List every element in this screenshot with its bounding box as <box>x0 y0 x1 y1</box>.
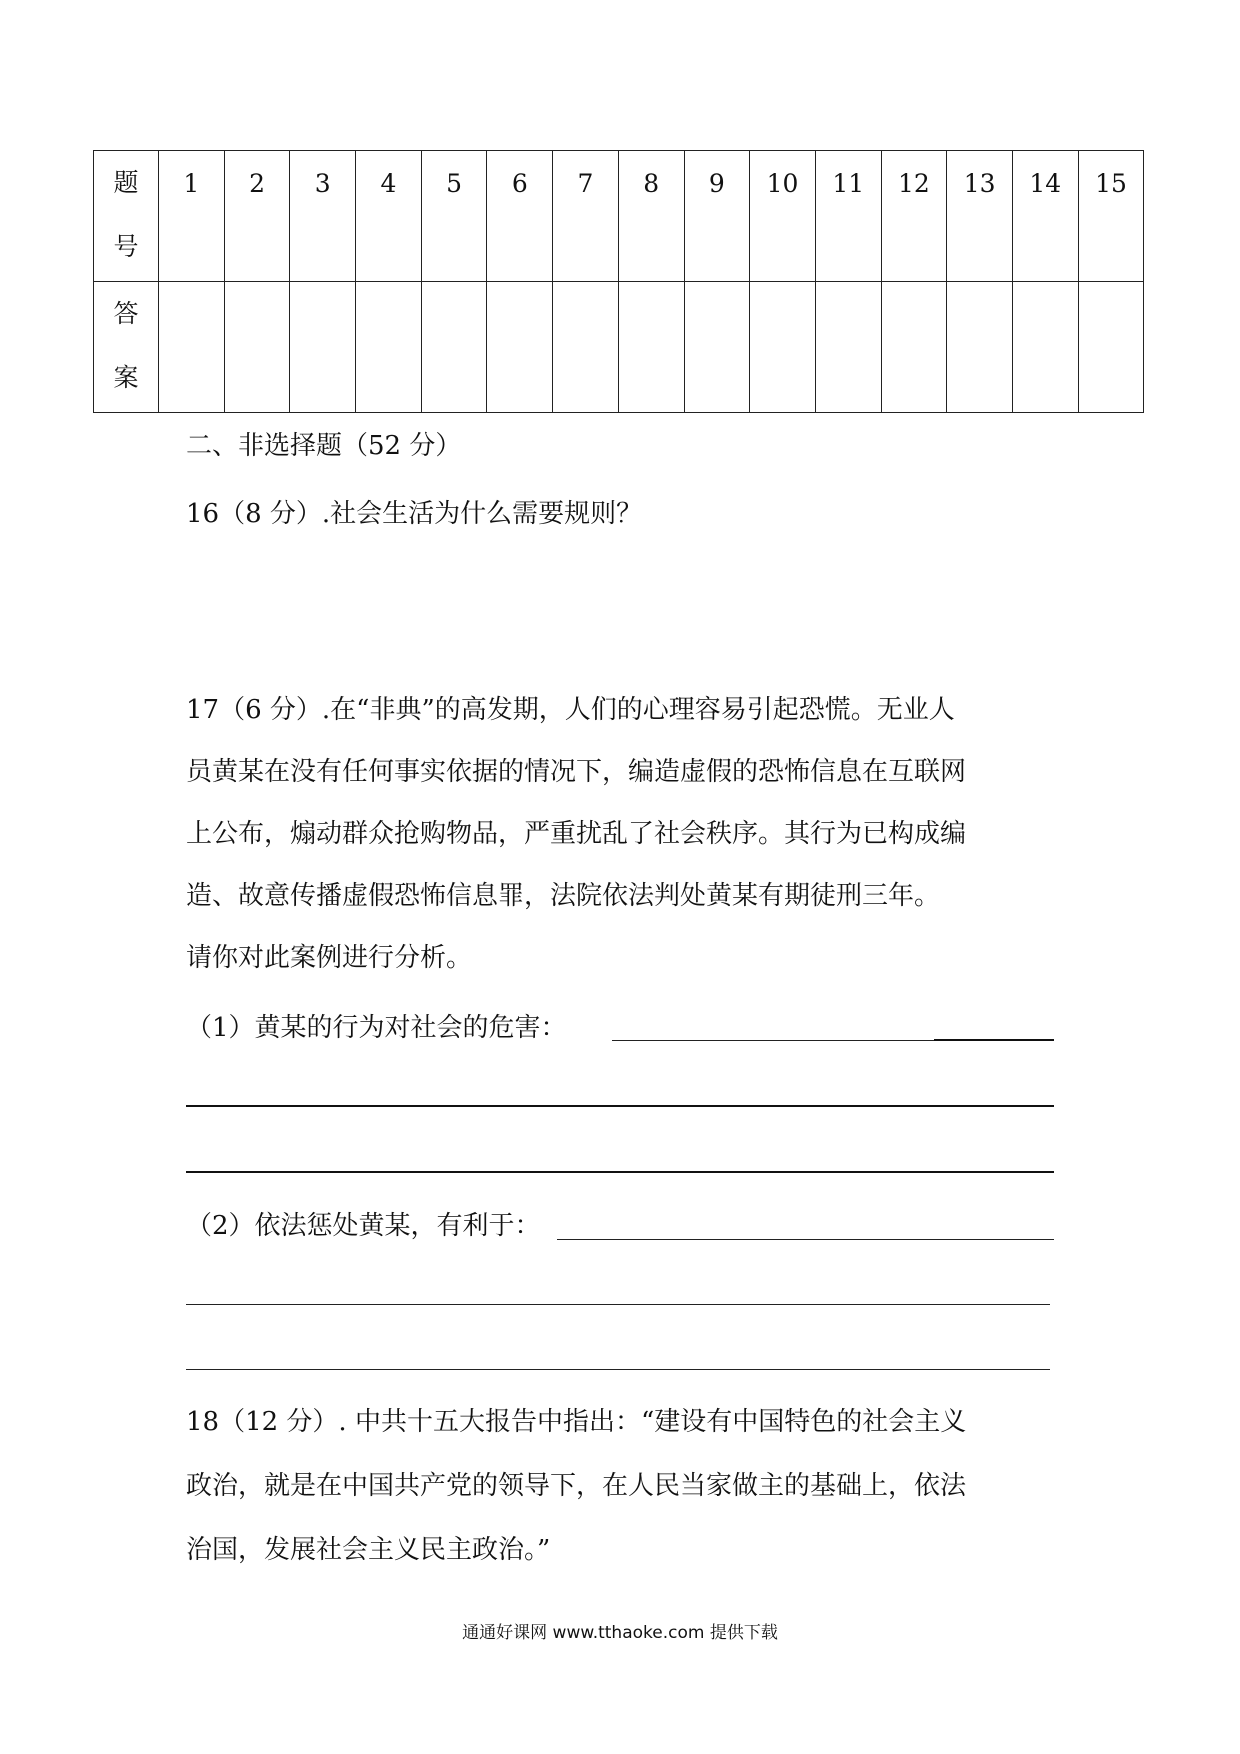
question-18-line: 18（12 分）. 中共十五大报告中指出：“建设有中国特色的社会主义 <box>186 1407 967 1437</box>
question-number: 14 <box>1029 169 1062 198</box>
question-18-line: 治国，发展社会主义民主政治。” <box>186 1535 551 1565</box>
answer-cell[interactable] <box>159 282 225 413</box>
question-number-cell <box>881 151 947 282</box>
row-header-char: 答 <box>113 299 139 328</box>
section-heading: 二、非选择题（52 分） <box>186 431 462 461</box>
answer-line[interactable] <box>186 1304 1050 1305</box>
answer-cell[interactable] <box>290 282 356 413</box>
row-header-char: 案 <box>113 363 139 392</box>
question-17-line: 请你对此案例进行分析。 <box>186 943 473 973</box>
answer-line[interactable] <box>186 1369 1050 1370</box>
question-number: 15 <box>1095 169 1127 198</box>
question-number: 13 <box>963 169 996 198</box>
row-header-question-number <box>94 151 159 282</box>
answer-cell[interactable] <box>881 282 947 413</box>
question-number: 9 <box>708 169 725 198</box>
question-number-cell <box>553 151 619 282</box>
question-number: 1 <box>183 169 200 198</box>
question-number: 4 <box>380 169 397 198</box>
question-number-cell <box>290 151 356 282</box>
question-number-cell <box>421 151 487 282</box>
question-17-line: 17（6 分）.在“非典”的高发期，人们的心理容易引起恐慌。无业人 <box>186 695 955 725</box>
question-17-line: 造、故意传播虚假恐怖信息罪，法院依法判处黄某有期徒刑三年。 <box>186 881 941 911</box>
question-number-cell <box>750 151 816 282</box>
question-number: 11 <box>832 169 865 198</box>
question-number-cell <box>947 151 1013 282</box>
answer-cell[interactable] <box>553 282 619 413</box>
answer-row <box>94 282 1144 413</box>
question-number-cell <box>684 151 750 282</box>
answer-cell[interactable] <box>750 282 816 413</box>
question-number: 2 <box>249 169 265 198</box>
answer-cell[interactable] <box>421 282 487 413</box>
answer-cell[interactable] <box>684 282 750 413</box>
question-16: 16（8 分）.社会生活为什么需要规则？ <box>186 499 643 529</box>
answer-line[interactable] <box>612 1040 934 1041</box>
question-number: 8 <box>643 169 660 198</box>
question-17-line: 员黄某在没有任何事实依据的情况下，编造虚假的恐怖信息在互联网 <box>186 757 967 787</box>
question-18-line: 政治，就是在中国共产党的领导下，在人民当家做主的基础上，依法 <box>186 1471 967 1501</box>
question-number-cell <box>356 151 422 282</box>
answer-grid <box>93 150 1144 413</box>
answer-cell[interactable] <box>1078 282 1144 413</box>
question-number: 7 <box>577 169 594 198</box>
answer-cell[interactable] <box>487 282 553 413</box>
question-17-line: 上公布，煽动群众抢购物品，严重扰乱了社会秩序。其行为已构成编 <box>186 819 967 849</box>
sub1-label: （1）黄某的行为对社会的危害： <box>186 1013 567 1043</box>
row-header-char: 题 <box>113 168 139 197</box>
question-number: 3 <box>314 169 331 198</box>
answer-line[interactable] <box>186 1105 1054 1107</box>
row-header-answer <box>94 282 159 413</box>
answer-cell[interactable] <box>618 282 684 413</box>
question-number-cell <box>487 151 553 282</box>
question-number: 12 <box>898 169 930 198</box>
question-number-row <box>94 151 1144 282</box>
page-footer: 通通好课网 www.tthaoke.com 提供下载 <box>462 1623 778 1643</box>
question-number-cell <box>159 151 225 282</box>
answer-line[interactable] <box>186 1171 1054 1173</box>
question-number-cell <box>815 151 881 282</box>
answer-cell[interactable] <box>224 282 290 413</box>
answer-cell[interactable] <box>815 282 881 413</box>
answer-line[interactable] <box>557 1239 1054 1240</box>
question-17-sub1 <box>186 1010 567 1046</box>
row-header-char: 号 <box>113 232 139 261</box>
answer-line[interactable] <box>934 1039 1054 1041</box>
question-number-cell <box>224 151 290 282</box>
question-number: 10 <box>766 169 799 198</box>
sub2-label: （2）依法惩处黄某，有利于： <box>186 1211 541 1241</box>
question-number-cell <box>1012 151 1078 282</box>
question-number: 5 <box>446 169 463 198</box>
question-number-cell <box>1078 151 1144 282</box>
answer-cell[interactable] <box>356 282 422 413</box>
question-number: 6 <box>511 169 528 198</box>
answer-cell[interactable] <box>947 282 1013 413</box>
question-number-cell <box>618 151 684 282</box>
answer-cell[interactable] <box>1012 282 1078 413</box>
question-17-sub2 <box>186 1208 541 1244</box>
